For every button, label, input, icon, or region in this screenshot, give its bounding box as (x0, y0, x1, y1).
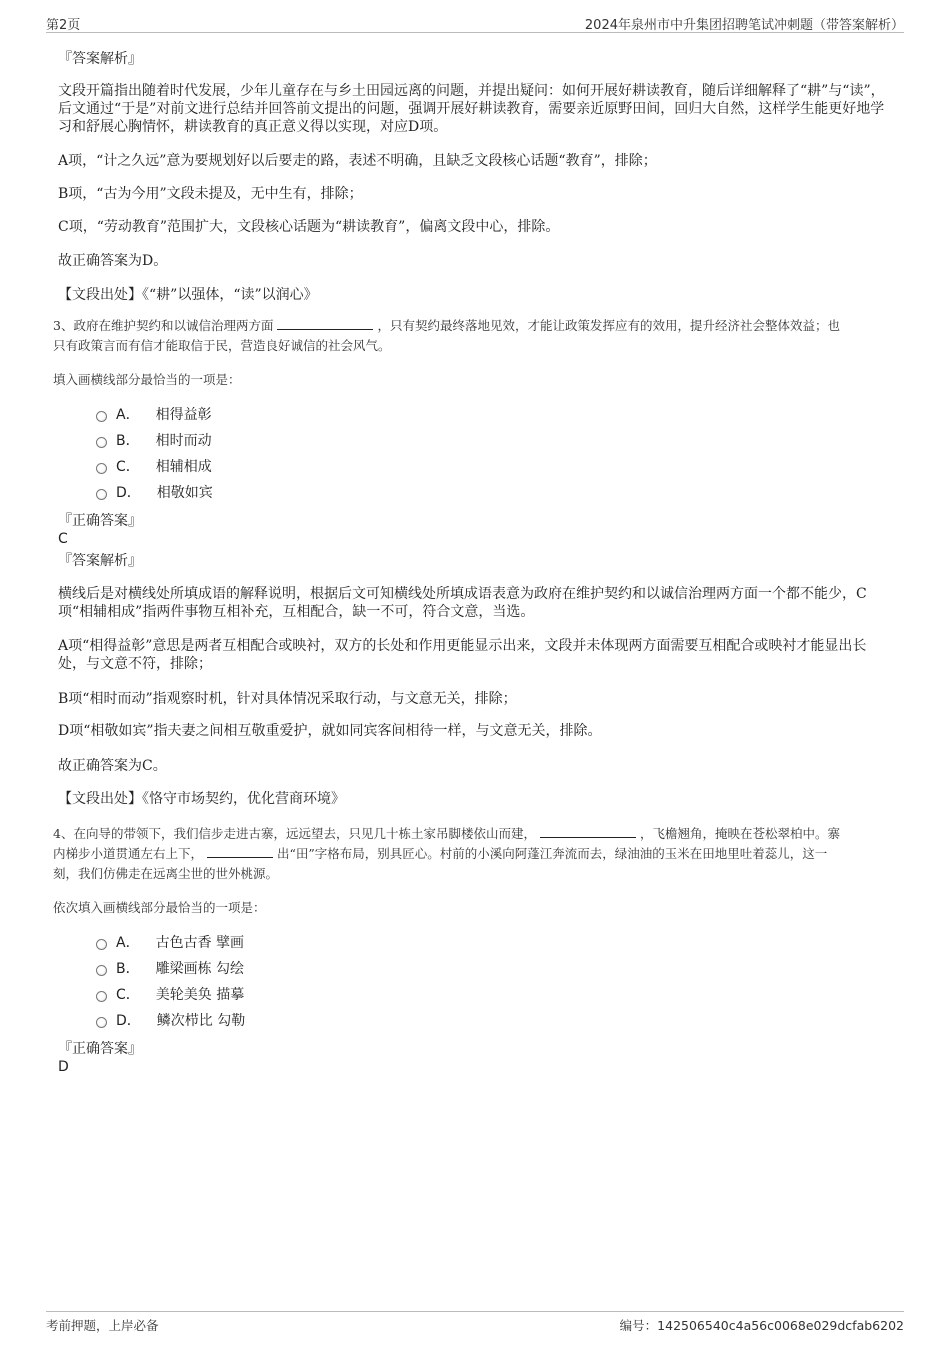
option-a-explanation: A项，“计之久远”意为要规划好以后要走的路，表述不明确，且缺乏文段核心话题“教育”，排除； (58, 153, 657, 169)
fill-blank (540, 825, 636, 838)
document-title: 2024年泉州市中升集团招聘笔试冲刺题（带答案解析） (584, 18, 904, 33)
correct-answer-value: C (58, 531, 68, 547)
option-d-explanation: D项“相敬如宾”指夫妻之间相互敬重爱护，就如同宾客间相待一样，与文意无关，排除。 (58, 723, 602, 739)
page-header (46, 14, 904, 33)
page-footer (46, 1311, 904, 1332)
radio-icon[interactable] (96, 965, 107, 976)
footer-slogan: 考前押题，上岸必备 (46, 1318, 159, 1333)
question-4-option-c[interactable]: C． 美轮美奂 描摹 (96, 986, 244, 1004)
question-3-prompt: 填入画横线部分最恰当的一项是： (53, 372, 241, 387)
answer-analysis-text: 文段开篇指出随着时代发展，少年儿童存在与乡土田园远离的问题，并提出疑问：如何开展好耕读教育，随后详细解释了“耕”与“读”，后文通过“于是”对前文进行总结并回答前文提出的问题，强调开展好耕读教育，需要亲近原野田间，回归大自然，这样学生能更好地学习和舒展心胸情怀，耕读教育的真正意义得以实现，对应D项。 (58, 83, 885, 135)
radio-icon[interactable] (96, 489, 107, 500)
question-4-option-b[interactable]: B． 雕梁画栋 勾绘 (96, 960, 244, 978)
question-3-option-a[interactable]: A． 相得益彰 (96, 406, 212, 424)
question-3-stem: 3、政府在维护契约和以诚信治理两方面 ，只有契约最终落地见效，才能让政策发挥应有的效用，提升经济社会整体效益；也 只有政策言而有信才能取信于民，营造良好诚信的社会风气。 (53, 318, 840, 353)
option-b-explanation: B项“相时而动”指观察时机，针对具体情况采取行动，与文意无关，排除； (58, 691, 517, 707)
correct-answer-label: 『正确答案』 (58, 1041, 142, 1057)
answer-analysis-text: 横线后是对横线处所填成语的解释说明，根据后文可知横线处所填成语表意为政府在维护契约和以诚信治理两方面一个都不能少，C项“相辅相成”指两件事物互相补充，互相配合，缺一不可，符合文意，当选。 (58, 586, 867, 620)
answer-analysis-label: 『答案解析』 (58, 553, 142, 569)
question-4-option-a[interactable]: A． 古色古香 擘画 (96, 934, 244, 952)
option-c-explanation: C项，“劳动教育”范围扩大，文段核心话题为“耕读教育”，偏离文段中心，排除。 (58, 219, 560, 235)
option-a-explanation: A项“相得益彰”意思是两者互相配合或映衬，双方的长处和作用更能显示出来，文段并未体现两方面需要互相配合或映衬才能显出长处，与文意不符，排除； (58, 638, 867, 672)
radio-icon[interactable] (96, 939, 107, 950)
radio-icon[interactable] (96, 991, 107, 1002)
answer-conclusion: 故正确答案为C。 (58, 758, 167, 774)
question-3-option-b[interactable]: B． 相时而动 (96, 432, 212, 450)
question-3-option-c[interactable]: C． 相辅相成 (96, 458, 212, 476)
correct-answer-value: D (58, 1059, 69, 1075)
option-b-explanation: B项，“古为今用”文段未提及，无中生有，排除； (58, 186, 363, 202)
correct-answer-label: 『正确答案』 (58, 513, 142, 529)
question-4-stem: 4、在向导的带领下，我们信步走进古寨，远远望去，只见几十栋土家吊脚楼依山而建， ，飞檐翘角，掩映在苍松翠柏中。寨 内梯步小道贯通左右上下， 出“田”字格布局，别具匠心。村前的小溪向阿蓬江奔流而去，绿油油的玉米在田地里吐着蕊儿，这一 刻，我们仿佛走在远离尘世的世外桃源。 (53, 826, 840, 881)
fill-blank (207, 845, 273, 858)
passage-source: 【文段出处】《“耕”以强体，“读”以润心》 (58, 287, 318, 303)
passage-source: 【文段出处】《恪守市场契约，优化营商环境》 (58, 791, 345, 807)
document-serial: 编号：142506540c4a56c0068e029dcfab6202 (619, 1318, 904, 1333)
fill-blank (277, 317, 373, 330)
question-3-option-d[interactable]: D． 相敬如宾 (96, 484, 213, 502)
radio-icon[interactable] (96, 437, 107, 448)
radio-icon[interactable] (96, 411, 107, 422)
radio-icon[interactable] (96, 463, 107, 474)
question-4-prompt: 依次填入画横线部分最恰当的一项是： (53, 900, 266, 915)
radio-icon[interactable] (96, 1017, 107, 1028)
answer-analysis-label: 『答案解析』 (58, 51, 142, 67)
question-4-option-d[interactable]: D． 鳞次栉比 勾勒 (96, 1012, 245, 1030)
answer-conclusion: 故正确答案为D。 (58, 253, 168, 269)
page-number: 第2页 (46, 18, 81, 33)
